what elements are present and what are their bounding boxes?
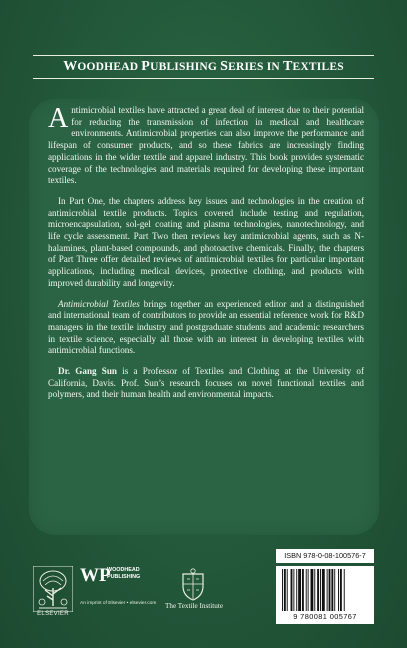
- barcode-bar: [331, 569, 333, 611]
- barcode-bar: [306, 569, 307, 611]
- blurb-paragraph-intro: Antimicrobial textiles have attracted a great deal of interest due to their potential for reducing the transmission of infection in medical and healthcare environments. Antimicrobial properties can also improve the performance and lifespan of consumer products, and so these fabrics are increasingly finding applications in the wider textile and apparel industry. This book provides systematic coverage of the technologies and materials required for developing these important textiles.: [48, 103, 364, 186]
- barcode-bar: [344, 569, 345, 611]
- barcode-bar: [282, 569, 283, 611]
- barcode-bar: [327, 569, 328, 611]
- blurb-text: [48, 105, 364, 410]
- wp-logo-mark: WP: [80, 565, 111, 586]
- blurb-paragraph-audience: Antimicrobial Textiles brings together an experienced editor and a distinguished and international team of contributors to provide an essential reference work for R&D managers in the textile industry and postgraduate students and academic researchers in textile science, especially all those with an interest in developing textiles with antimicrobial functions.: [48, 298, 364, 356]
- book-title: Antimicrobial Textiles: [58, 298, 140, 309]
- barcode-bar: [298, 569, 301, 611]
- barcode-bar: [322, 569, 325, 611]
- elsevier-label: ELSEVIER: [37, 611, 69, 617]
- wp-logo-name: WOODHEAD PUBLISHING: [107, 567, 141, 580]
- barcode-bar: [314, 569, 315, 611]
- barcode-bar: [338, 569, 339, 611]
- barcode: [276, 566, 374, 624]
- barcode-bar: [284, 569, 286, 611]
- elsevier-tree-logo: [33, 566, 73, 612]
- barcode-bar: [293, 569, 294, 611]
- isbn-label: ISBN 978-0-08-100576-7: [276, 549, 374, 563]
- barcode-bar: [291, 569, 293, 611]
- series-title: WOODHEAD PUBLISHING SERIES IN TEXTILES: [63, 59, 344, 74]
- textile-institute-label: The Textile Institute: [164, 602, 224, 610]
- barcode-bar: [317, 569, 319, 611]
- author-name: Dr. Gang Sun: [58, 366, 118, 377]
- barcode-bar: [287, 569, 288, 611]
- barcode-bar: [311, 569, 314, 611]
- barcode-bar: [308, 569, 309, 611]
- barcode-bar: [334, 569, 335, 611]
- barcode-bar: [340, 569, 342, 611]
- barcode-bar: [329, 569, 331, 611]
- header-bottom-rule: [33, 78, 374, 79]
- blurb-paragraph-author: Dr. Gang Sun is a Professor of Textiles and Clothing at the University of California, Davis. Prof. Sun’s research focuses on novel functional textiles and polymers, and their human health and environmental impacts.: [48, 366, 364, 400]
- header-top-rule: [33, 55, 374, 56]
- barcode-bars: [280, 569, 370, 611]
- blurb-paragraph-contents: In Part One, the chapters address key issues and technologies in the creation of antimicrobial textile products. Topics covered include testing and regulation, microencapsulation, sol-gel coating and plasma technologies, nanotechnology, and life cycle assessment. Part Two then reviews key antimicrobial agents, such as N-halamines, plant-based compounds, and photoactive chemicals. Finally, the chapters of Part Three offer detailed reviews of antimicrobial textiles for particular important applications, including medical devices, protective clothing, and products with improved durability and longevity.: [48, 195, 364, 288]
- barcode-bar: [320, 569, 321, 611]
- barcode-bar: [296, 569, 297, 611]
- wp-tagline: An imprint of Elsevier • elsevier.com: [80, 601, 157, 606]
- barcode-digits: 9 780081 005767: [293, 612, 357, 621]
- textile-institute-crest-icon: [178, 568, 208, 602]
- drop-cap: A: [48, 103, 69, 134]
- barcode-bar: [302, 569, 304, 611]
